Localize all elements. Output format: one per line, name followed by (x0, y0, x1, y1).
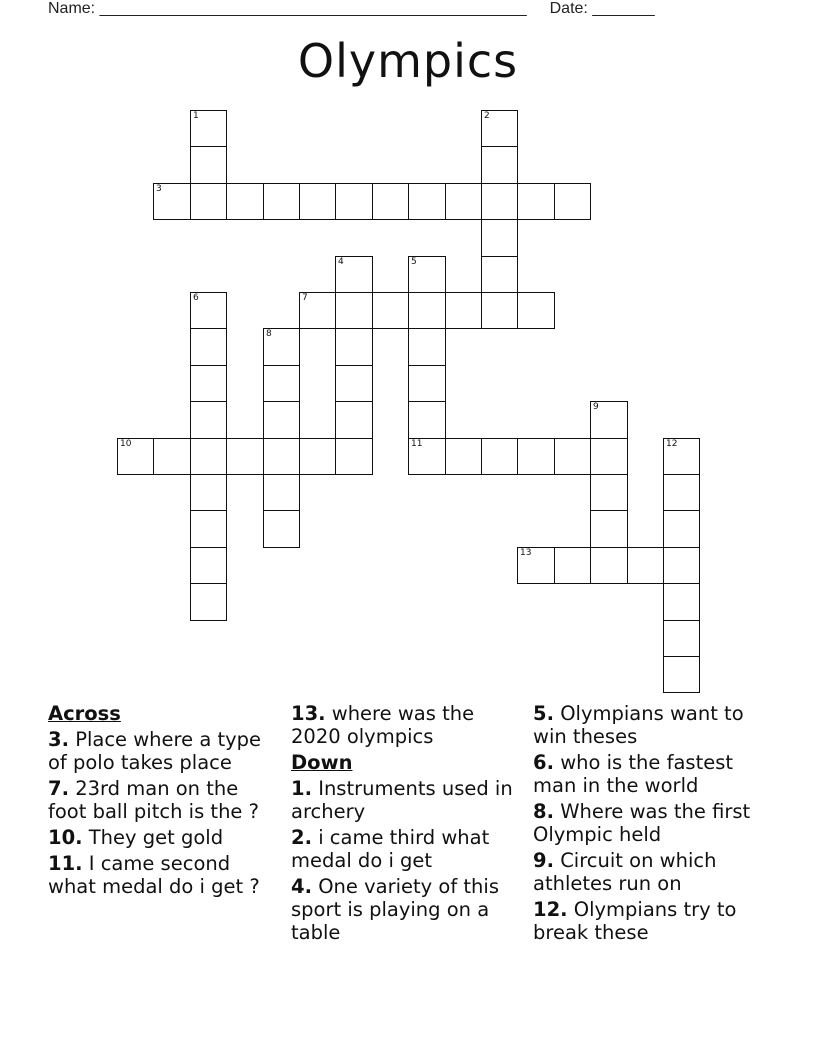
grid-cell[interactable] (481, 438, 518, 475)
clue-number: 4 (338, 257, 344, 267)
grid-cell[interactable] (445, 438, 482, 475)
clue-number: 8 (266, 329, 272, 339)
grid-cell[interactable] (299, 292, 336, 329)
clue-across-10: 10. They get gold (48, 826, 224, 849)
clue-number: 11 (411, 439, 423, 449)
grid-cell[interactable] (663, 510, 700, 548)
grid-cell[interactable] (445, 292, 482, 329)
grid-cell[interactable] (590, 474, 628, 511)
clue-number: 7 (302, 293, 308, 303)
clue-across-11: 11. I came second what medal do i get ? (48, 852, 260, 898)
clue-down-2: 2. i came third what medal do i get (291, 826, 490, 872)
grid-cell[interactable] (663, 547, 700, 584)
grid-cell[interactable] (408, 183, 446, 220)
grid-cell[interactable] (517, 183, 555, 220)
grid-cell[interactable] (372, 292, 409, 329)
clue-number: 1 (193, 111, 199, 121)
grid-cell[interactable] (663, 438, 700, 475)
grid-cell[interactable] (299, 183, 336, 220)
grid-cell[interactable] (408, 365, 446, 402)
grid-cell[interactable] (663, 583, 700, 621)
clue-number: 5 (411, 257, 417, 267)
grid-cell[interactable] (263, 183, 300, 220)
grid-cell[interactable] (408, 256, 446, 293)
grid-cell[interactable] (335, 292, 373, 329)
grid-cell[interactable] (335, 438, 373, 475)
grid-cell[interactable] (554, 438, 591, 475)
clue-down-1: 1. Instruments used in archery (291, 777, 513, 823)
grid-cell[interactable] (335, 256, 373, 293)
grid-cell[interactable] (517, 547, 555, 584)
grid-cell[interactable] (153, 438, 191, 475)
grid-cell[interactable] (299, 438, 336, 475)
grid-cell[interactable] (190, 583, 227, 621)
grid-cell[interactable] (554, 183, 591, 220)
grid-cell[interactable] (408, 401, 446, 439)
clue-down-6: 6. who is the fastest man in the world (533, 751, 734, 797)
name-label: Name: (48, 0, 96, 17)
grid-cell[interactable] (190, 547, 227, 584)
grid-cell[interactable] (554, 547, 591, 584)
grid-cell[interactable] (481, 146, 518, 184)
clues-column-3 (533, 702, 769, 947)
grid-cell[interactable] (190, 110, 227, 147)
page-title: Olympics (297, 34, 519, 88)
grid-cell[interactable] (481, 219, 518, 257)
grid-cell[interactable] (226, 438, 264, 475)
grid-cell[interactable] (335, 401, 373, 439)
grid-cell[interactable] (190, 510, 227, 548)
grid-cell[interactable] (663, 656, 700, 693)
grid-cell[interactable] (663, 620, 700, 657)
grid-cell[interactable] (408, 438, 446, 475)
grid-cell[interactable] (517, 292, 555, 329)
grid-cell[interactable] (263, 510, 300, 548)
clue-number: 3 (156, 184, 162, 194)
clue-number: 13 (520, 548, 532, 558)
clue-across-3: 3. Place where a type of polo takes place (48, 728, 262, 774)
clues-column-2 (291, 702, 527, 947)
name-date-header (48, 0, 655, 20)
name-field-line[interactable]: ________________________________________________ (99, 0, 527, 17)
grid-cell[interactable] (190, 401, 227, 439)
grid-cell[interactable] (481, 256, 518, 293)
clue-number: 12 (666, 439, 678, 449)
grid-cell[interactable] (481, 110, 518, 147)
grid-cell[interactable] (263, 438, 300, 475)
clue-number: 10 (120, 439, 132, 449)
grid-cell[interactable] (590, 438, 628, 475)
grid-cell[interactable] (590, 401, 628, 439)
grid-cell[interactable] (190, 365, 227, 402)
clue-down-5: 5. Olympians want to win theses (533, 702, 744, 748)
grid-cell[interactable] (263, 365, 300, 402)
grid-cell[interactable] (263, 474, 300, 511)
clue-number: 6 (193, 293, 199, 303)
clue-across-13: 13. where was the 2020 olympics (291, 702, 475, 748)
grid-cell[interactable] (445, 183, 482, 220)
date-field-line[interactable]: _______ (592, 0, 655, 17)
clue-down-8: 8. Where was the first Olympic held (533, 800, 751, 846)
clue-down-4: 4. One variety of this sport is playing on a table (291, 875, 499, 944)
clue-number: 2 (484, 111, 490, 121)
grid-cell[interactable] (153, 183, 191, 220)
grid-cell[interactable] (408, 292, 446, 329)
date-label: Date: (549, 0, 588, 17)
clue-number: 9 (593, 402, 599, 412)
grid-cell[interactable] (335, 183, 373, 220)
clue-down-9: 9. Circuit on which athletes run on (533, 849, 717, 895)
grid-cell[interactable] (117, 438, 154, 475)
grid-cell[interactable] (590, 510, 628, 548)
grid-cell[interactable] (190, 183, 227, 220)
grid-cell[interactable] (663, 474, 700, 511)
grid-cell[interactable] (335, 328, 373, 366)
grid-cell[interactable] (372, 183, 409, 220)
grid-cell[interactable] (190, 438, 227, 475)
grid-cell[interactable] (517, 438, 555, 475)
grid-cell[interactable] (481, 183, 518, 220)
grid-cell[interactable] (190, 328, 227, 366)
grid-cell[interactable] (481, 292, 518, 329)
grid-cell[interactable] (226, 183, 264, 220)
clues-column-1 (48, 702, 280, 901)
grid-cell[interactable] (263, 401, 300, 439)
grid-cell[interactable] (627, 547, 664, 584)
grid-cell[interactable] (190, 474, 227, 511)
grid-cell[interactable] (190, 292, 227, 329)
grid-cell[interactable] (263, 328, 300, 366)
grid-cell[interactable] (408, 328, 446, 366)
down-heading: Down (291, 751, 353, 774)
across-heading: Across (48, 702, 121, 725)
clue-down-12: 12. Olympians try to break these (533, 898, 737, 944)
grid-cell[interactable] (590, 547, 628, 584)
clue-across-7: 7. 23rd man on the foot ball pitch is the ? (48, 777, 259, 823)
grid-cell[interactable] (335, 365, 373, 402)
grid-cell[interactable] (190, 146, 227, 184)
